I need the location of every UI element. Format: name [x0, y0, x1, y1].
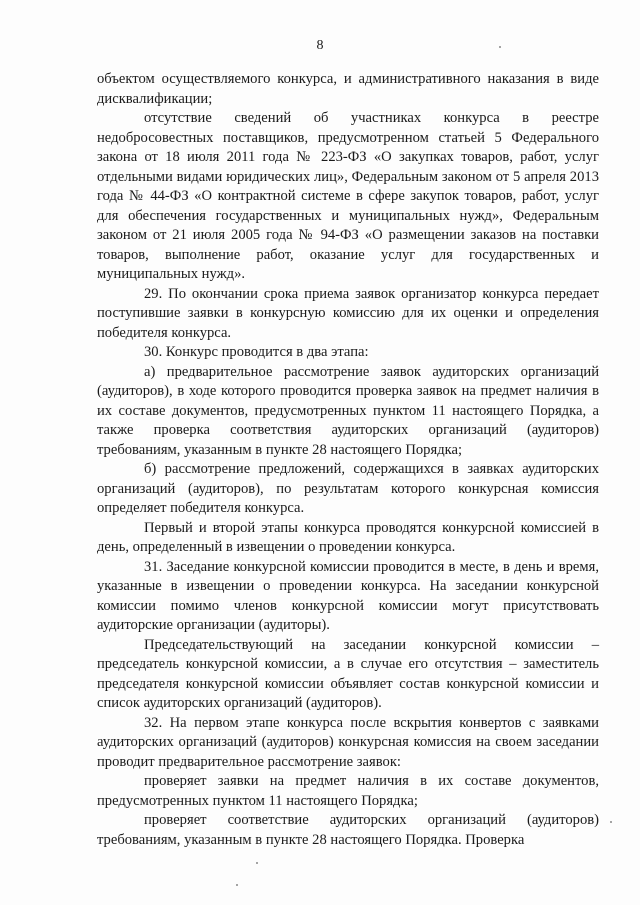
paragraph-chairman: Председательствующий на заседании конкурсной комиссии – председатель конкурсной комиссии, а в случае его отсутствия – заместитель председателя конкурсной комиссии объявляет состав конкурсной комиссии и список аудиторских организаций (аудиторов). [97, 636, 599, 711]
scan-speck [610, 821, 612, 823]
paragraph-32: 32. На первом этапе конкурса после вскрытия конвертов с заявками аудиторских организаций (аудиторов) конкурсная комиссия на своем заседании проводит предварительное рассмотрение заявок: [97, 714, 599, 770]
paragraph-30: 30. Конкурс проводится в два этапа: [144, 344, 369, 360]
scan-speck [256, 862, 258, 864]
paragraph-check-requirements: проверяет соответствие аудиторских организаций (аудиторов) требованиям, указанным в пункте 28 настоящего Порядка. Проверка [97, 812, 599, 848]
paragraph-31: 31. Заседание конкурсной комиссии проводится в месте, в день и время, указанные в извещении о проведении конкурса. На заседании конкурсной комиссии помимо членов конкурсной комиссии могут присутствовать аудиторские организации (аудиторы). [97, 558, 599, 633]
paragraph-30-a: а) предварительное рассмотрение заявок аудиторских организаций (аудиторов), в ходе которого проводится проверка заявок на предмет наличия в их составе документов, предусмотренных пунктом 11 настоящего Порядка, а также проверка соответствия аудиторских организаций (аудиторов) требованиям, указанным в пункте 28 настоящего Порядка; [97, 363, 599, 458]
scan-speck [236, 884, 238, 886]
paragraph-continuation: объектом осуществляемого конкурса, и административного наказания в виде дисквалификации; [97, 71, 599, 107]
document-body [97, 70, 599, 850]
page-number: 8 [316, 38, 324, 53]
scan-speck [499, 46, 501, 48]
paragraph-30-b: б) рассмотрение предложений, содержащихся в заявках аудиторских организаций (аудиторов), по результатам которого конкурсная комиссия определяет победителя конкурса. [97, 461, 599, 516]
paragraph-stages: Первый и второй этапы конкурса проводятся конкурсной комиссией в день, определенный в извещении о проведении конкурса. [97, 519, 599, 555]
paragraph-registry-absence: отсутствие сведений об участниках конкурса в реестре недобросовестных поставщиков, предусмотренном статьей 5 Федерального закона от 18 июля 2011 года № 223-ФЗ «О закупках товаров, работ, услуг отдельными видами юридических лиц», Федеральным законом от 5 апреля 2013 года № 44-ФЗ «О контрактной системе в сфере закупок товаров, работ, услуг для обеспечения государственных и муниципальных нужд», Федеральным законом от 21 июля 2005 года № 94-ФЗ «О размещении заказов на поставки товаров, выполнение работ, оказание услуг для государственных и муниципальных нужд». [97, 110, 599, 282]
paragraph-29: 29. По окончании срока приема заявок организатор конкурса передает поступившие заявки в конкурсную комиссию для их оценки и определения победителя конкурса. [97, 285, 599, 341]
paragraph-check-documents: проверяет заявки на предмет наличия в их составе документов, предусмотренных пунктом 11 настоящего Порядка; [97, 773, 599, 809]
